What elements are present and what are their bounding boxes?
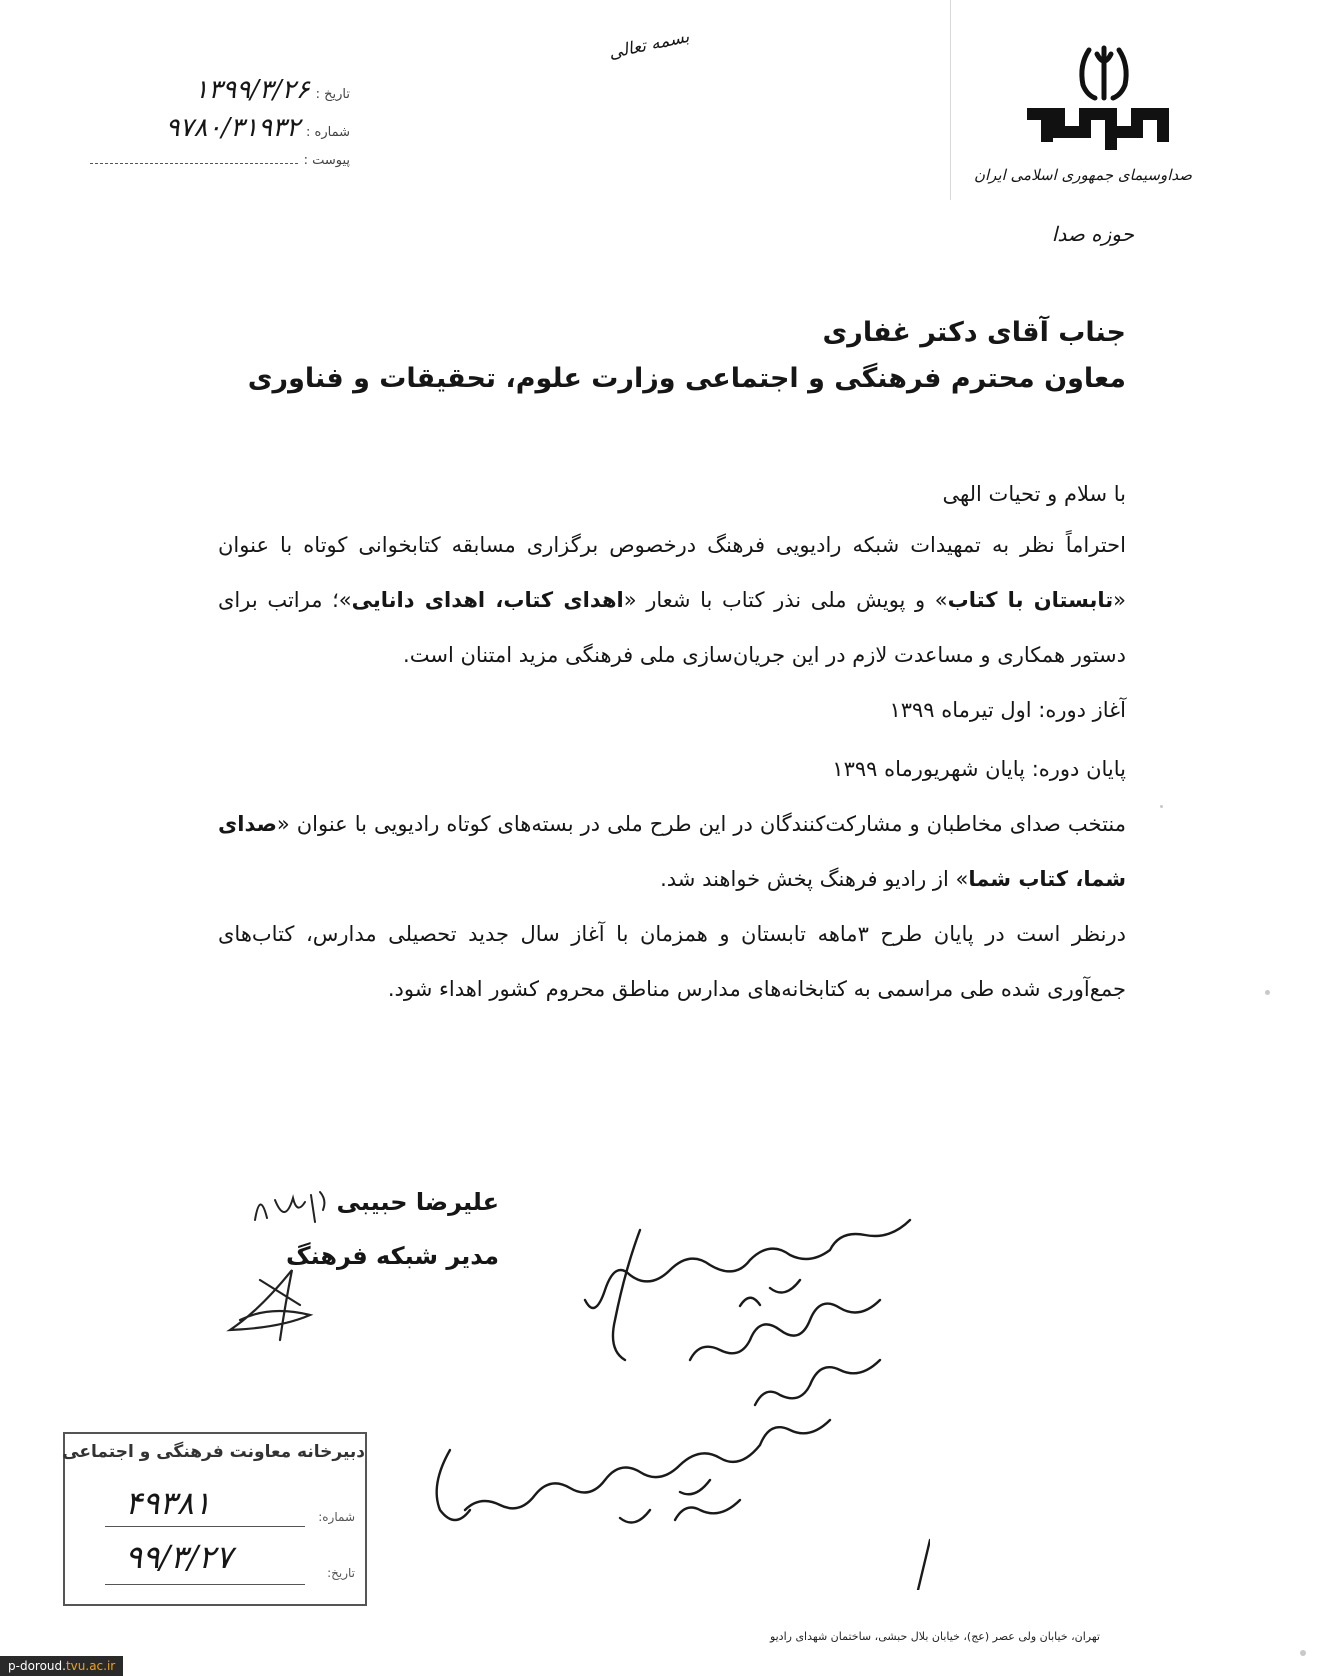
signatory-name: علیرضا حبیبی xyxy=(336,1188,499,1216)
watermark-prefix: p-doroud. xyxy=(8,1659,66,1673)
stamp-number-label: شماره: xyxy=(318,1510,355,1524)
stamp-date-label: تاریخ: xyxy=(327,1566,355,1580)
campaign-name: تابستان با کتاب xyxy=(947,588,1114,612)
number-label: شماره : xyxy=(306,125,350,140)
scan-speck xyxy=(1160,805,1163,808)
attachment-label: پیوست : xyxy=(303,153,350,168)
date-label: تاریخ : xyxy=(315,87,350,102)
site-watermark xyxy=(0,1656,123,1676)
watermark-accent: tvu.ac.ir xyxy=(65,1659,116,1673)
paragraph-2 xyxy=(218,797,1126,907)
registry-stamp xyxy=(63,1432,367,1606)
irib-emblem-icon xyxy=(1019,40,1189,160)
campaign-slogan: اهدای کتاب، اهدای دانایی xyxy=(351,588,624,612)
handwritten-signature xyxy=(200,1210,340,1350)
paragraph-1-part-c: »؛ مراتب برای دستور همکاری و مساعدت لازم در این جریان‌سازی ملی فرهنگی مزید امتنان است. xyxy=(218,588,1126,667)
fold-line xyxy=(950,0,951,200)
stamp-number-value: ۴۹۳۸۱ xyxy=(125,1484,211,1522)
number-value: ۹۷۸۰/۳۱۹۳۲ xyxy=(165,113,301,143)
addressee-title: معاون محترم فرهنگی و اجتماعی وزارت علوم، تحقیقات و فناوری xyxy=(247,363,1126,394)
addressee-name: جناب آقای دکتر غفاری xyxy=(822,317,1126,348)
period-end: پایان دوره: پایان شهریورماه ۱۳۹۹ xyxy=(832,757,1126,781)
stamp-rule xyxy=(105,1584,305,1585)
paragraph-1 xyxy=(218,518,1126,683)
greeting: با سلام و تحیات الهی xyxy=(942,482,1126,506)
attachment-blank xyxy=(90,151,298,164)
number-row xyxy=(90,113,350,151)
letter-meta xyxy=(90,75,350,189)
paragraph-1-part-b: » و پویش ملی نذر کتاب با شعار « xyxy=(623,588,948,612)
date-value: ۱۳۹۹/۳/۲۶ xyxy=(194,75,310,105)
organization-name: صداوسیمای جمهوری اسلامی ایران xyxy=(973,166,1192,184)
paragraph-3: درنظر است در پایان طرح ۳ماهه تابستان و همزمان با آغاز سال جدید تحصیلی مدارس، کتاب‌های جمع‌آوری شده طی مراسمی به کتابخانه‌های مدارس مناطق محروم کشور اهداء شود. xyxy=(218,922,1126,1001)
stamp-title: دبیرخانه معاونت فرهنگی و اجتماعی xyxy=(62,1442,365,1462)
scan-speck xyxy=(1265,990,1270,995)
program-name: صدای شما، کتاب شما xyxy=(218,812,1126,891)
paragraph-2-part-a: منتخب صدای مخاطبان و مشارکت‌کنندگان در این طرح ملی در بسته‌های کوتاه رادیویی با عنوان « xyxy=(276,812,1126,836)
basmala: بسمه تعالی xyxy=(607,26,692,64)
paragraph-1-part-a: احتراماً نظر به تمهیدات شبکه رادیویی فرهنگ درخصوص برگزاری مسابقه کتابخوانی کوتاه با عنوان « xyxy=(218,533,1126,612)
stamp-rule xyxy=(105,1526,305,1527)
scan-speck xyxy=(1300,1650,1306,1656)
paragraph-2-part-b: » از رادیو فرهنگ پخش خواهند شد. xyxy=(660,867,969,891)
footer-address: تهران، خیابان ولی عصر (عج)، خیابان بلال حبشی، ساختمان شهدای رادیو xyxy=(769,1630,1100,1643)
stamp-date-value: ۹۹/۳/۲۷ xyxy=(125,1538,233,1576)
letter-body xyxy=(218,470,1126,1017)
handwritten-note xyxy=(410,1210,930,1590)
attachment-row xyxy=(90,151,350,189)
period-start: آغاز دوره: اول تیرماه ۱۳۹۹ xyxy=(889,698,1126,722)
irib-logo xyxy=(1014,40,1194,160)
addressee xyxy=(248,310,1126,402)
signatory-title: مدیر شبکه فرهنگ xyxy=(286,1242,499,1270)
date-row xyxy=(90,75,350,113)
division-name: حوزه صدا xyxy=(1051,222,1134,246)
